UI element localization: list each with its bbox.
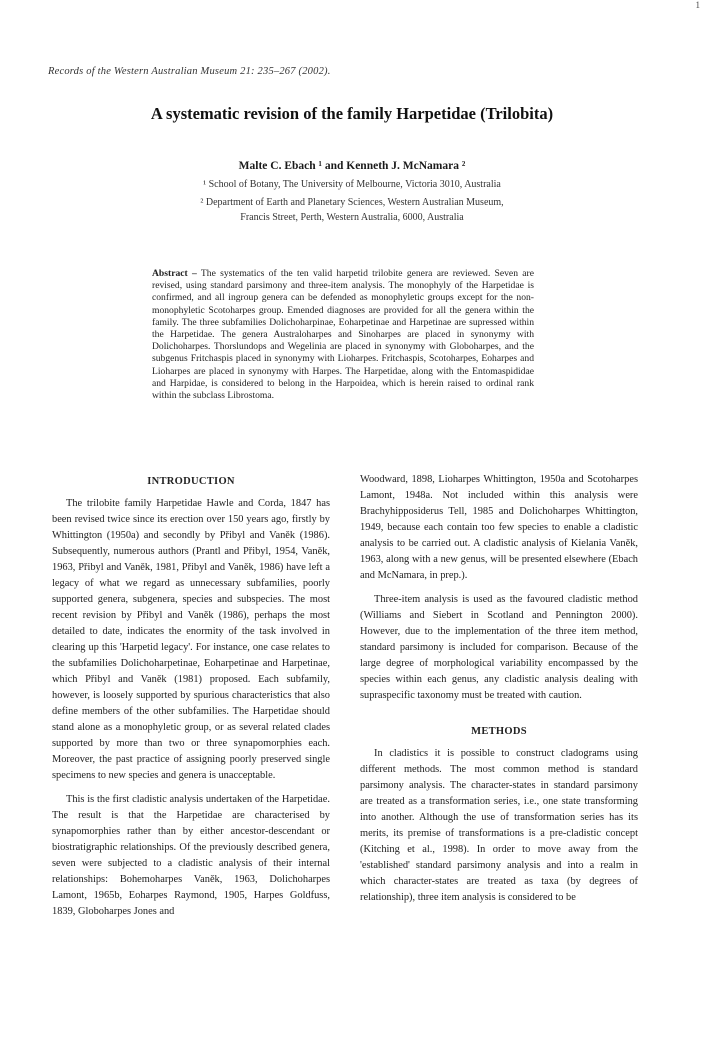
introduction-paragraph-1: The trilobite family Harpetidae Hawle and Corda, 1847 has been revised twice since its erection over 150 years ago, firstly by Whittington (1950a) and secondly by Přibyl and Vaněk (1986). Subsequently, numerous authors (Prantl and Přibyl, 1954, Vaněk, 1963, Přibyl and Vaněk, 1981, Přibyl and Vaněk, 1986) have left a legacy of what we regard as unnecessary subfamilies, poorly supported genera, subgenera, species and subspecies. The most recent revision by Přibyl and Vaněk (1986), perhaps the most detailed to date, indicates the enormity of the task involved in clearing up this 'Harpetid legacy'. For instance, one case relates to the subfamilies Dolichoharpetinae, Eoharpetinae and Harpetinae, which Přibyl and Vaněk (1981) proposed. Each subfamily, however, is loosely supported by spurious characteristics that also define members of the other subfamilies. The Harpetidae should stand alone as a monophyletic group, or as several related clades supported by more than two or three synapomorphies each. Moreover, the past practice of assigning poorly preserved single specimens to new species and genera is unacceptable. [52, 498, 330, 781]
left-column [52, 474, 330, 920]
right-paragraph-2: Three-item analysis is used as the favoured cladistic method (Williams and Siebert in Scotland and Pennington 2000). However, due to the implementation of the three item method, standard parsimony is included for comparison. Because of the large degree of morphological variability encompassed by the species within each genus, any cladistic analysis dealing with supraspecific taxonomy must be treated with caution. [360, 594, 638, 701]
right-column [360, 472, 638, 906]
methods-heading: METHODS [471, 726, 527, 737]
paper-title: A systematic revision of the family Harpetidae (Trilobita) [150, 104, 554, 123]
methods-paragraph-1: In cladistics it is possible to construct cladograms using different methods. The most common method is standard parsimony analysis. The character-states in standard parsimony are treated as a transformation series, i.e., one state transforming into another. Although the use of transformation series has its merits, its premise of transformations is a pre-cladistic concept (Kitching et al., 1998). In order to move away from the 'established' standard parsimony analysis and into a realm in which character-states are treated as taxa (by degrees of relationship), three item analysis is considered to be [360, 748, 638, 903]
affiliation-2-line-2: Francis Street, Perth, Western Australia, 6000, Australia [240, 212, 464, 223]
right-paragraph-1: Woodward, 1898, Lioharpes Whittington, 1950a and Scotoharpes Lamont, 1948a. Not included within this analysis were Brachyhipposiderus Tell, 1985 and Dolichoharpes Whittington, 1949, because each contain too few species to enable a cladistic analysis to be carried out. A cladistic analysis of Kielania Vaněk, 1963, along with a new genus, will be presented elsewhere (Ebach and McNamara, in prep.). [360, 474, 638, 581]
authors: Malte C. Ebach ¹ and Kenneth J. McNamara ² [238, 160, 466, 172]
abstract-lead: Abstract – [152, 268, 197, 279]
affiliation-2 [0, 195, 704, 225]
page-mark: 1 [695, 0, 700, 10]
abstract-text: The systematics of the ten valid harpetid trilobite genera are reviewed. Seven are revised, using standard parsimony and three-item analysis. The monophyly of the Harpetidae is confirmed, and all ingroup genera can be defended as monophyletic groups except for the non-monophyletic Scotoharpes group. Emended diagnoses are provided for all the genera within the family. The three subfamilies Dolichoharpinae, Eoharpetinae and Harpetinae are supressed within the Harpetidae. The genera Australoharpes and Sinoharpes are placed in synonymy with Dolichoharpes. Thorslundops and Wegelinia are placed in synonymy with Globoharpes, and the subgenus Fritchaspis placed in synonymy with Lioharpes. Fritchaspis, Scotoharpes, Eoharpes and Lioharpes are placed in synonymy with Harpes. The Harpetidae, along with the Entomaspididae and Harpidae, is considered to belong in the Harpoidea, which is herein raised to ordinal rank within the subclass Librostoma. [152, 268, 534, 402]
affiliation-1: ¹ School of Botany, The University of Melbourne, Victoria 3010, Australia [203, 179, 501, 190]
journal-citation: Records of the Western Australian Museum 21: 235–267 (2002). [48, 66, 331, 77]
introduction-paragraph-2: This is the first cladistic analysis undertaken of the Harpetidae. The result is that the Harpetidae are characterised by synapomorphies rather than by either ancestor-descendant or biostratigraphic relationships. Of the previously described genera, seven were subjected to a cladistic analysis of their internal relationships: Bohemoharpes Vaněk, 1963, Dolichoharpes Lamont, 1965b, Eoharpes Raymond, 1905, Harpes Goldfuss, 1839, Globoharpes Jones and [52, 794, 330, 917]
affiliation-2-line-1: ² Department of Earth and Planetary Sciences, Western Australian Museum, [200, 197, 504, 208]
introduction-heading: INTRODUCTION [147, 476, 235, 487]
abstract [152, 268, 534, 402]
